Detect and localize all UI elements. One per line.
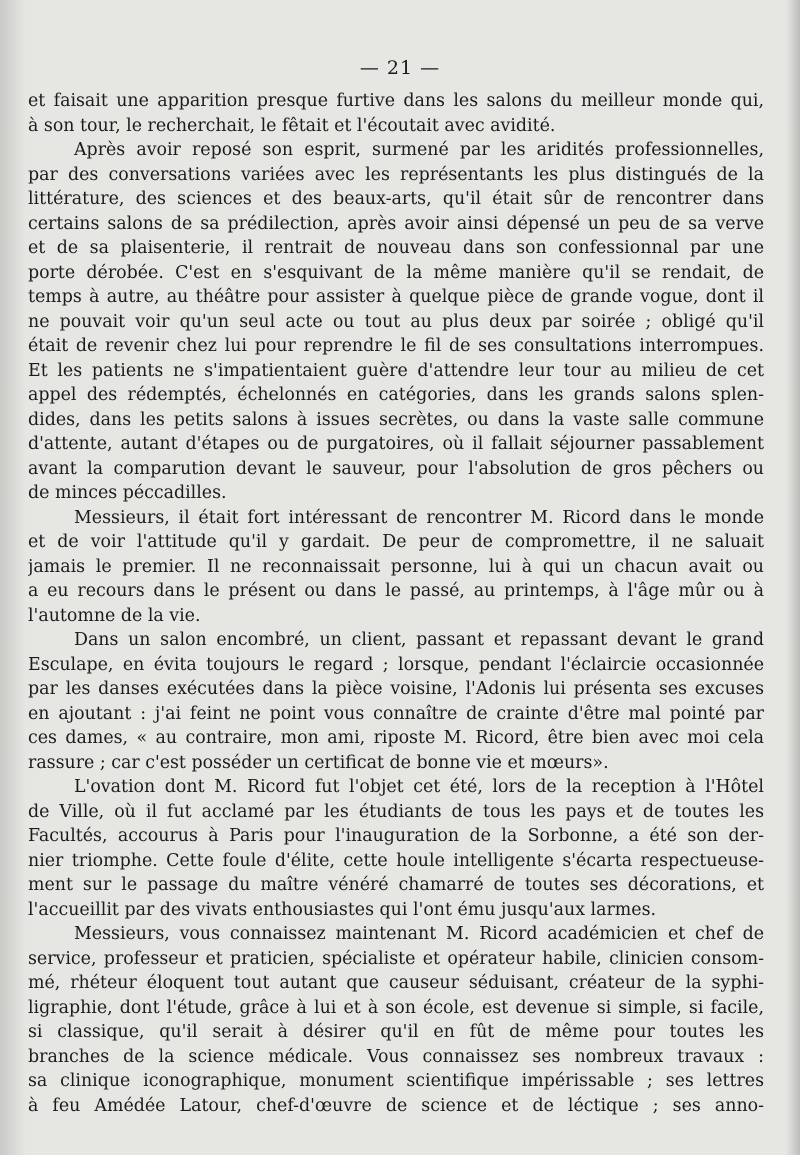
body-text [28,89,764,1118]
text-line: était de revenir chez lui pour reprendre le fil de ses consultations interrompues. [28,336,764,356]
text-line: de minces péccadilles. [28,483,227,503]
text-line: Messieurs, vous connaissez maintenant M. Ricord académicien et chef de [74,924,764,944]
text-line: Esculape, en évita toujours le regard ; lorsque, pendant l'éclaircie occasionnée [28,654,764,675]
text-line: littérature, des sciences et des beaux-arts, qu'il était sûr de rencontrer dans [28,189,764,209]
text-line: l'accueillit par des vivats enthousiastes qui l'ont ému jusqu'aux larmes. [28,899,657,920]
page-number: — 21 — [359,57,441,79]
text-line: avant la comparution devant le sauveur, pour l'absolution de gros pêchers ou [28,458,764,479]
text-line: et faisait une apparition presque furtive dans les salons du meilleur monde qui, [28,91,764,111]
text-line: rassure ; car c'est posséder un certificat de bonne vie et mœurs». [28,752,609,773]
text-line: par des conversations variées avec les représentants les plus distingués de la [28,164,764,185]
text-line: ligraphie, dont l'étude, grâce à lui et à son école, est devenue si simple, si facile, [28,997,764,1018]
text-line: L'ovation dont M. Ricord fut l'objet cet été, lors de la reception à l'Hôtel [74,777,764,797]
text-line: Facultés, accourus à Paris pour l'inauguration de la Sorbonne, a été son der- [28,826,764,846]
text-line: service, professeur et praticien, spécialiste et opérateur habile, clinicien consom- [28,948,764,969]
text-line: et de voir l'attitude qu'il y gardait. De peur de compromettre, il ne saluait [28,532,764,552]
text-line: branches de la science médicale. Vous connaissez ses nombreux travaux : [28,1046,764,1067]
text-line: porte dérobée. C'est en s'esquivant de la même manière qu'il se rendait, de [28,262,764,283]
text-line: certains salons de sa prédilection, après avoir ainsi dépensé un peu de sa verve [28,213,764,234]
paragraph [28,89,764,138]
text-line: appel des rédemptés, échelonnés en catégories, dans les grands salons splen- [28,385,764,405]
text-line: temps à autre, au théâtre pour assister à quelque pièce de grande vogue, dont il [28,287,764,307]
paragraph [28,775,764,922]
paragraph [28,138,764,506]
text-line: en ajoutant : j'ai feint ne point vous connaître de crainte d'être mal pointé par [28,703,764,724]
text-line: Dans un salon encombré, un client, passant et repassant devant le grand [74,630,764,650]
paragraph [28,922,764,1118]
text-line: si classique, qu'il serait à désirer qu'il en fût de même pour toutes les [28,1022,764,1042]
paragraph [28,628,764,775]
text-line: d'attente, autant d'étapes ou de purgatoires, où il fallait séjourner passablement [28,434,764,454]
text-line: à feu Amédée Latour, chef-d'œuvre de science et de léctique ; ses anno- [28,1095,764,1116]
text-line: Après avoir reposé son esprit, surmené par les aridités professionnelles, [74,140,764,160]
text-line: et de sa plaisenterie, il rentrait de nouveau dans son confessionnal par une [28,238,764,258]
text-line: nier triomphe. Cette foule d'élite, cette houle intelligente s'écarta respectueuse- [28,850,764,871]
text-line: dides, dans les petits salons à issues secrètes, ou dans la vaste salle commune [28,409,764,430]
text-line: a eu recours dans le présent ou dans le passé, au printemps, à l'âge mûr ou à [28,581,764,601]
text-line: de Ville, où il fut acclamé par les étudiants de tous les pays et de toutes les [28,801,764,822]
text-line: ne pouvait voir qu'un seul acte ou tout au plus deux par soirée ; obligé qu'il [28,311,764,332]
text-line: sa clinique iconographique, monument scientifique impérissable ; ses lettres [28,1071,764,1091]
text-line: l'automne de la vie. [28,605,201,626]
text-line: par les danses exécutées dans la pièce voisine, l'Adonis lui présenta ses excuses [28,679,764,699]
paragraph [28,506,764,629]
text-line: Et les patients ne s'impatientaient guère d'attendre leur tour au milieu de cet [28,360,764,381]
text-line: Messieurs, il était fort intéressant de rencontrer M. Ricord dans le monde [74,507,764,528]
text-line: jamais le premier. Il ne reconnaissait personne, lui à qui un chacun avait ou [28,556,764,577]
text-line: ment sur le passage du maître vénéré chamarré de toutes ses décorations, et [28,875,764,895]
text-line: mé, rhéteur éloquent tout autant que causeur séduisant, créateur de la syphi- [28,973,764,993]
text-line: ces dames, « au contraire, mon ami, riposte M. Ricord, être bien avec moi cela [28,728,764,748]
text-line: à son tour, le recherchait, le fêtait et l'écoutait avec avidité. [28,115,556,136]
